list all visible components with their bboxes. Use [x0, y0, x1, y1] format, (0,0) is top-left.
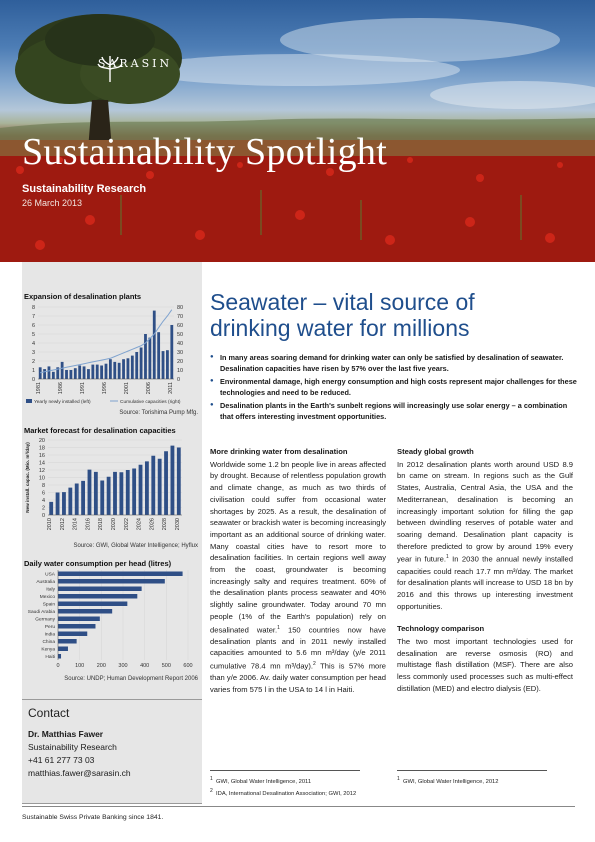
y-tick-label: 6	[41, 490, 45, 497]
x-tick-label: 2028	[162, 518, 169, 531]
y-tick-label: 14	[38, 460, 45, 467]
bar	[87, 369, 90, 379]
bar	[62, 492, 66, 515]
y-axis-label: New install. capac. (Mio. m³/day)	[25, 442, 30, 513]
category-label: Spain	[42, 602, 55, 608]
bar	[65, 370, 68, 379]
x-tick-label: 2016	[85, 518, 92, 531]
y-tick-label: 1	[31, 368, 35, 374]
x-tick-label: 2011	[167, 382, 174, 394]
bar	[100, 366, 103, 380]
article-headline	[210, 289, 580, 341]
section-heading: Technology comparison	[397, 624, 485, 634]
category-label: China	[42, 639, 55, 645]
category-label: Australia	[36, 579, 55, 585]
y-tick-label: 18	[38, 445, 45, 452]
y-tick-label: 7	[31, 314, 35, 320]
brand-name: SARASIN	[97, 57, 173, 70]
bar	[107, 477, 111, 515]
bar	[68, 488, 72, 515]
contact-name: Dr. Matthias Fawer	[28, 729, 104, 739]
bar	[58, 579, 165, 584]
bar	[135, 352, 138, 379]
y2-tick-label: 70	[177, 314, 184, 320]
x-tick-label: 2022	[123, 518, 130, 531]
bar	[100, 481, 104, 516]
y-tick-label: 2	[31, 359, 35, 365]
bar	[151, 456, 155, 515]
bar	[144, 334, 147, 379]
y2-tick-label: 0	[177, 377, 181, 383]
category-label: Haiti	[45, 654, 55, 660]
bar	[140, 348, 143, 380]
x-tick-label: 2001	[123, 382, 130, 395]
key-point: ● In many areas soaring demand for drinking water can only be satisfied by desalination of seawater. Desalination capacities have risen by 57% over the last five years.	[210, 352, 580, 374]
consumption-chart	[22, 568, 202, 678]
tree-logo-icon	[95, 55, 125, 83]
expansion-chart-title: Expansion of desalination plants	[24, 292, 142, 301]
y-tick-label: 10	[38, 475, 45, 482]
footnotes-right	[397, 775, 577, 787]
bar	[74, 368, 77, 379]
forecast-chart	[22, 435, 202, 545]
key-point: ● Desalination plants in the Earth's sunbelt regions will increasingly use solar energy – a combination that offers interesting investment opportunities.	[210, 400, 580, 422]
y-tick-label: 0	[31, 377, 35, 383]
page-title: Sustainability Spotlight	[22, 131, 388, 173]
x-tick-label: 300	[118, 663, 128, 669]
bar	[75, 484, 79, 516]
y-tick-label: 8	[31, 305, 35, 311]
footnote-text: GWI, Global Water Intelligence, 2012	[403, 778, 499, 785]
paragraph-text: This is 57% more than y/e 2006. Av. daily water consumption per head varies from 575 l in the USA to 14 l in Haiti.	[210, 661, 386, 695]
category-label: Germany	[35, 617, 55, 623]
category-label: Italy	[46, 587, 55, 593]
paragraph	[210, 459, 386, 696]
category-label: USA	[45, 572, 55, 578]
x-tick-label: 2024	[136, 518, 143, 531]
bar	[58, 647, 68, 652]
bar	[171, 446, 175, 515]
y-tick-label: 6	[31, 323, 35, 329]
contact-email[interactable]: matthias.fawer@sarasin.ch	[28, 768, 131, 778]
footnote-divider	[210, 770, 360, 771]
x-tick-label: 2018	[98, 518, 105, 531]
consumption-chart-source: Source: UNDP; Human Development Report 2006	[64, 676, 198, 682]
footnote	[210, 775, 390, 787]
bar	[153, 311, 156, 379]
bar	[39, 367, 42, 379]
expansion-chart-source: Source: Torishima Pump Mfg.	[119, 410, 198, 416]
x-tick-label: 200	[96, 663, 106, 669]
footnote-number: 1	[397, 776, 400, 782]
bar	[109, 359, 112, 379]
x-tick-label: 2010	[47, 518, 54, 531]
category-label: India	[44, 632, 55, 638]
x-tick-label: 2026	[149, 518, 156, 531]
y-tick-label: 3	[31, 350, 35, 356]
x-tick-label: 2030	[174, 518, 181, 531]
bar	[94, 472, 98, 515]
headline-line-1: Seawater – vital source of	[210, 289, 475, 315]
section-heading: Steady global growth	[397, 447, 474, 456]
paragraph	[397, 459, 573, 613]
bar	[58, 639, 77, 644]
bar	[52, 372, 55, 379]
x-tick-label: 600	[183, 663, 193, 669]
bar	[126, 470, 130, 515]
bar	[177, 448, 181, 516]
x-tick-label: 1991	[80, 382, 87, 395]
bar	[118, 363, 121, 379]
expansion-chart	[22, 301, 202, 411]
consumption-chart-title: Daily water consumption per head (litres)	[24, 559, 172, 568]
bar	[158, 459, 162, 515]
bar	[119, 472, 123, 515]
x-tick-label: 0	[56, 663, 60, 669]
bar	[170, 325, 173, 379]
y-tick-label: 16	[38, 453, 45, 459]
bar	[81, 481, 85, 515]
bar	[48, 366, 51, 379]
bar	[88, 470, 92, 515]
y-tick-label: 20	[38, 438, 45, 444]
y-tick-label: 4	[41, 498, 45, 504]
x-tick-label: 500	[161, 663, 171, 669]
sidebar-panel	[22, 262, 202, 804]
paragraph: The two most important technologies used for desalination are reverse osmosis (RO) and multistage flash distillation (MSF). There are also less commonly used processes such as multi-effect distillation (MED) and electro dialysis (ED).	[397, 637, 573, 693]
y2-tick-label: 30	[177, 350, 184, 356]
y-tick-label: 2	[41, 505, 45, 512]
y2-tick-label: 20	[177, 359, 184, 365]
page-subtitle: Sustainability Research	[22, 183, 147, 195]
bar	[43, 369, 46, 379]
header-photo	[0, 0, 595, 262]
y-tick-label: 5	[31, 332, 35, 338]
y-tick-label: 12	[38, 468, 45, 474]
bar	[58, 624, 95, 629]
legend-label-line: Cumulative capacities (right)	[120, 400, 181, 405]
bar	[58, 572, 183, 577]
forecast-chart-title: Market forecast for desalination capacities	[24, 426, 176, 435]
category-label: Kenya	[41, 647, 55, 653]
bar	[56, 493, 60, 516]
headline-line-2: drinking water for millions	[210, 315, 470, 341]
bar	[157, 332, 160, 379]
paragraph-text: In 2012 desalination plants worth around USD 8.9 bn came on stream. In regions such as the Gulf States, Australia, Central Asia, the USA and the Mediterranean, desalination is becoming an increasingly important solution for filling the gap between dwindling reserves of potable water and soaring demand. Desalination plant capacity is therefore predicted to grow by around 19% every year in future.	[397, 459, 573, 564]
bar	[132, 469, 136, 516]
y-tick-label: 8	[41, 483, 45, 489]
footnotes-left	[210, 775, 390, 799]
legend-label-bar: Yearly newly installed (left)	[34, 400, 91, 405]
key-point: ● Environmental damage, high energy consumption and high costs represent major challenges for these technologies and need to be reduced.	[210, 376, 580, 398]
forecast-chart-source: Source: GWI, Global Water Intelligence; Hyflux	[73, 543, 198, 549]
bar	[69, 370, 72, 379]
bar	[164, 451, 168, 515]
bar	[113, 362, 116, 379]
contact-heading: Contact	[28, 706, 70, 720]
y2-tick-label: 50	[177, 332, 184, 338]
bar	[145, 461, 149, 515]
bar	[58, 594, 137, 599]
article-column-1	[210, 446, 386, 696]
bar	[139, 465, 143, 515]
bar	[166, 350, 169, 379]
y2-tick-label: 40	[177, 341, 184, 347]
footnote-divider	[397, 770, 547, 771]
bar	[127, 358, 130, 379]
bar	[58, 654, 61, 659]
section-heading: More drinking water from desalination	[210, 447, 348, 456]
cumulative-line	[40, 310, 172, 373]
bar	[83, 366, 86, 379]
sarasin-logo	[95, 55, 175, 70]
paragraph-text: Worldwide some 1.2 bn people live in areas affected by drought. Because of relentless population growth and climate change, as much as two thirds of civilisation could suffer from occasional water shortages by 2025. As a result, the desalination of seawater or brackish water is becoming increasingly important as an additional source of drinking water. Many coastal cities have to resort more to desalination facilities. In certain regions well away from the coast, groundwater is becoming increasingly salty and requires treatment. 60% of the desalination plants process seawater and 40% slightly saline groundwater. Today around 70 mn people (1% of the Earth's population) rely on desalinated water.	[210, 459, 386, 635]
x-tick-label: 1996	[102, 382, 108, 395]
publication-date: 26 March 2013	[22, 198, 83, 208]
y2-tick-label: 80	[177, 305, 184, 311]
x-tick-label: 2014	[72, 518, 79, 531]
legend-swatch-bar	[26, 399, 32, 403]
bar	[113, 472, 117, 515]
x-tick-label: 1986	[58, 382, 65, 395]
x-tick-label: 2012	[59, 518, 66, 531]
category-label: Saudi Arabia	[27, 609, 55, 615]
footer-text: Sustainable Swiss Private Banking since 1841.	[22, 814, 164, 821]
footnote-number: 2	[210, 787, 213, 794]
bar	[61, 362, 64, 379]
footnote	[210, 787, 390, 799]
paragraph-text: 150 countries now have desalination plants and in 2011 newly installed capacities amounted to 5.6 mn m³/day (y/e 2011 cumulative 78.4 mn m³/day).	[210, 625, 386, 671]
key-points-list	[210, 352, 580, 424]
category-label: Peru	[44, 624, 55, 630]
contact-box	[22, 699, 202, 804]
bar	[58, 609, 112, 614]
footnote-ref: 2	[313, 661, 316, 668]
x-tick-label: 400	[140, 663, 150, 669]
footnote	[397, 775, 577, 787]
x-tick-label: 1981	[36, 382, 43, 395]
bar	[91, 365, 94, 379]
bar	[148, 338, 151, 379]
bar	[58, 602, 127, 607]
bar	[58, 632, 87, 637]
bar	[58, 587, 142, 592]
bar	[96, 365, 99, 379]
bar	[58, 617, 100, 622]
y2-tick-label: 60	[177, 323, 184, 329]
contact-role: Sustainability Research	[28, 742, 117, 752]
contact-phone[interactable]: +41 61 277 73 03	[28, 755, 95, 765]
x-tick-label: 100	[75, 663, 85, 669]
category-label: Mexico	[39, 594, 55, 600]
bar	[122, 359, 125, 379]
x-tick-label: 2020	[111, 518, 117, 531]
footnote-ref: 1	[277, 624, 280, 631]
y-tick-label: 0	[41, 513, 45, 519]
footnote-number: 1	[210, 776, 213, 782]
bar	[131, 356, 134, 379]
bar	[78, 366, 81, 380]
article-column-2	[397, 446, 573, 695]
bar	[49, 502, 53, 515]
footnote-text: IDA, International Desalination Association; GWI, 2012	[216, 790, 357, 797]
bar	[105, 364, 108, 379]
paragraph-text: In 2030 the annual newly installed capacities could reach 17.7 mn m³/day. The market for desalination plants will increase to USD 18 bn by 2016 and this throws up interesting investment opportunities.	[397, 554, 573, 611]
footer-divider	[22, 806, 575, 807]
x-tick-label: 2006	[145, 382, 152, 395]
footnote-text: GWI, Global Water Intelligence, 2011	[216, 778, 312, 785]
y-tick-label: 4	[31, 341, 35, 347]
footnote-ref: 1	[446, 554, 449, 561]
bar	[162, 351, 165, 379]
y2-tick-label: 10	[177, 368, 184, 374]
